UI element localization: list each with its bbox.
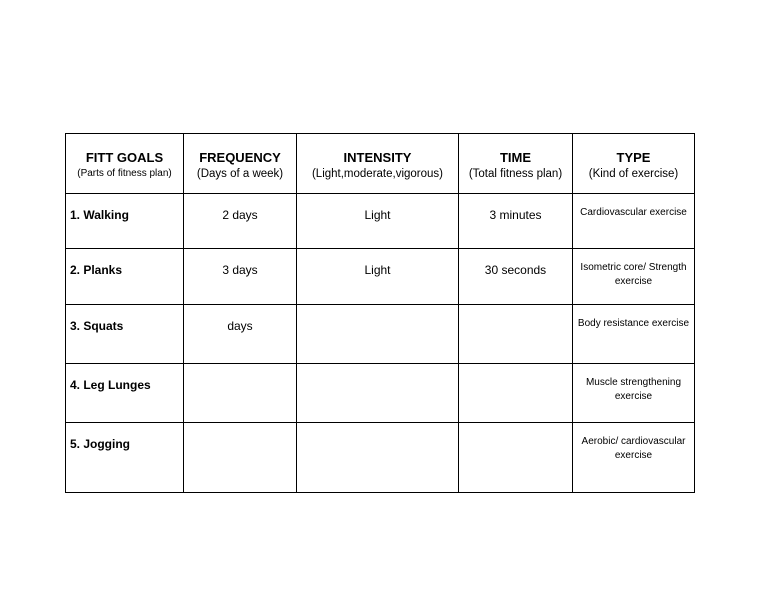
table-row xyxy=(66,364,695,423)
goal-cell xyxy=(66,194,184,249)
goal-label: 1. Walking xyxy=(70,208,129,222)
type-value: Aerobic/ cardiovascular exercise xyxy=(581,436,686,461)
time-cell xyxy=(459,249,573,305)
frequency-cell xyxy=(184,364,297,423)
fitt-goals-table xyxy=(65,133,695,493)
header-subtitle: (Light,moderate,vigorous) xyxy=(311,168,444,180)
intensity-cell xyxy=(297,364,459,423)
frequency-cell xyxy=(184,194,297,249)
header-fitt-goals xyxy=(66,134,184,194)
type-value: Muscle strengthening exercise xyxy=(585,377,682,402)
frequency-cell xyxy=(184,423,297,493)
frequency-value: 2 days xyxy=(222,208,258,222)
intensity-value: Light xyxy=(364,208,391,222)
header-title: FITT GOALS xyxy=(85,150,164,165)
header-subtitle: (Kind of exercise) xyxy=(588,168,679,180)
goal-cell xyxy=(66,423,184,493)
goal-label: 5. Jogging xyxy=(70,437,130,451)
goal-label: 2. Planks xyxy=(70,263,123,277)
intensity-cell xyxy=(297,305,459,364)
table-row xyxy=(66,423,695,493)
goal-label: 3. Squats xyxy=(70,319,124,333)
header-subtitle: (Total fitness plan) xyxy=(468,168,563,180)
goal-cell xyxy=(66,305,184,364)
header-title: TYPE xyxy=(616,150,651,165)
table-row xyxy=(66,249,695,305)
header-intensity xyxy=(297,134,459,194)
time-cell xyxy=(459,194,573,249)
time-cell xyxy=(459,364,573,423)
type-cell xyxy=(573,305,695,364)
header-title: TIME xyxy=(499,150,532,165)
frequency-cell xyxy=(184,305,297,364)
type-cell xyxy=(573,249,695,305)
goal-label: 4. Leg Lunges xyxy=(70,378,151,392)
header-subtitle: (Days of a week) xyxy=(196,168,284,180)
type-value: Isometric core/ Strength exercise xyxy=(580,262,687,287)
goal-cell xyxy=(66,249,184,305)
header-time xyxy=(459,134,573,194)
intensity-cell xyxy=(297,423,459,493)
frequency-value: 3 days xyxy=(222,263,258,277)
time-value: 3 minutes xyxy=(489,208,542,222)
intensity-cell xyxy=(297,249,459,305)
goal-cell xyxy=(66,364,184,423)
intensity-value: Light xyxy=(364,263,391,277)
intensity-cell xyxy=(297,194,459,249)
time-cell xyxy=(459,305,573,364)
type-cell xyxy=(573,423,695,493)
header-subtitle: (Parts of fitness plan) xyxy=(77,168,172,179)
header-frequency xyxy=(184,134,297,194)
time-value: 30 seconds xyxy=(484,263,547,277)
header-type xyxy=(573,134,695,194)
time-cell xyxy=(459,423,573,493)
type-value: Body resistance exercise xyxy=(577,318,690,329)
header-title: INTENSITY xyxy=(343,150,412,165)
frequency-value: days xyxy=(227,319,253,333)
table-row xyxy=(66,194,695,249)
header-title: FREQUENCY xyxy=(199,150,281,165)
table-row xyxy=(66,305,695,364)
table-header-row xyxy=(66,134,695,194)
type-cell xyxy=(573,364,695,423)
frequency-cell xyxy=(184,249,297,305)
type-cell xyxy=(573,194,695,249)
type-value: Cardiovascular exercise xyxy=(580,207,687,218)
